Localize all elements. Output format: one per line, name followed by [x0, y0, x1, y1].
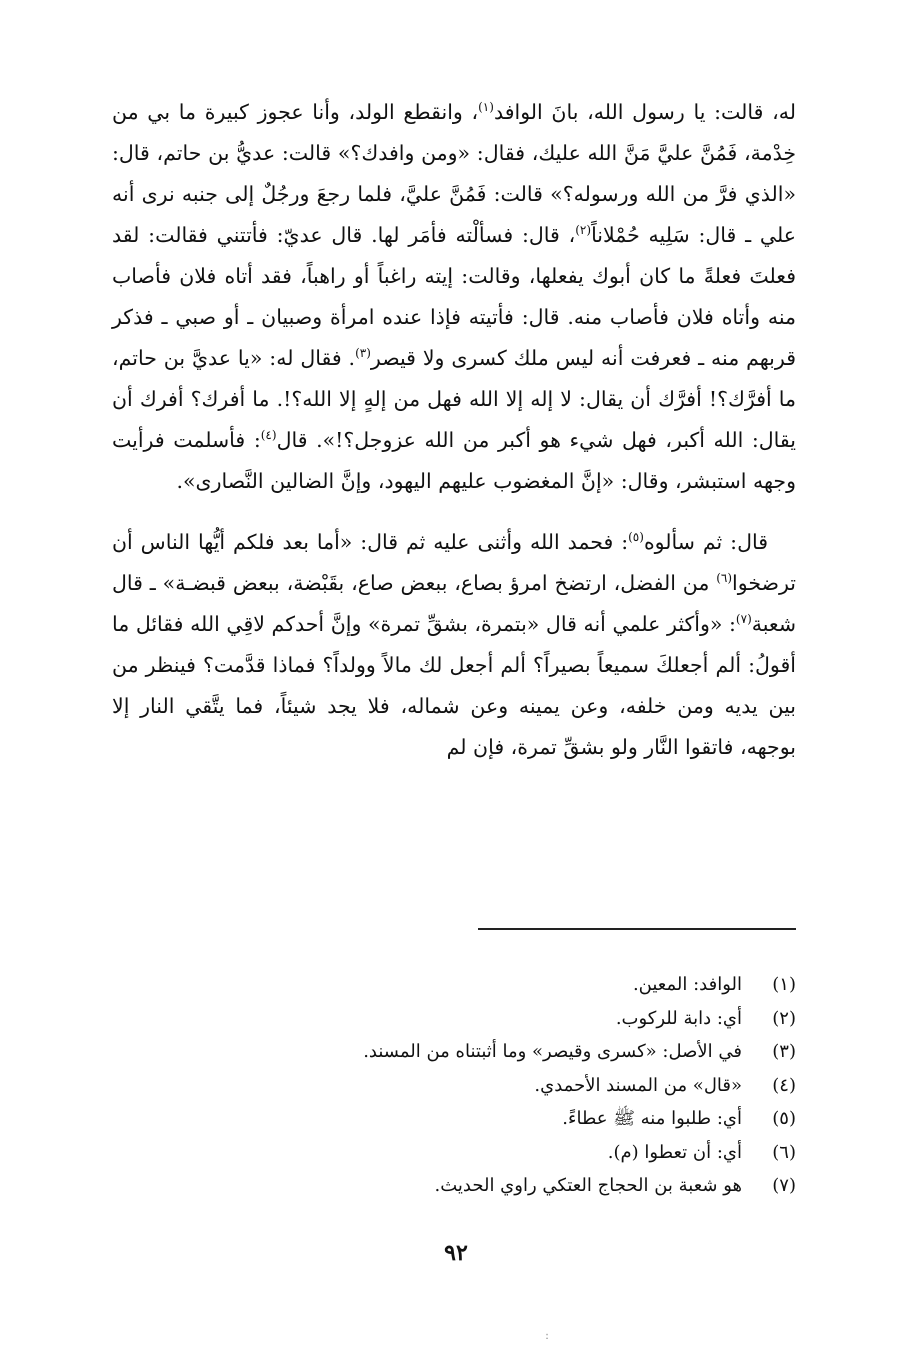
footnote-ref-5: (٥): [628, 530, 644, 545]
text-segment: : فأسلمت فرأيت وجهه استبشر، وقال: «إنَّ المغضوب عليهم اليهود، وإنَّ الضالين النَّصارى».: [112, 428, 796, 493]
footnote-text: «قال» من المسند الأحمدي.: [534, 1074, 742, 1096]
footnote-number: (٣): [772, 1041, 796, 1062]
footnote-ref-3: (٣): [355, 346, 371, 361]
footnote-divider: [478, 928, 796, 930]
text-segment: : «وأكثر علمي أنه قال «بتمرة، بشقِّ تمرة» وإنَّ أحدكم لاقِي الله فقائل ما أقولُ: ألم أجعلكَ سميعاً بصيراً؟ ألم أجعل لك مالاً وولداً؟ فماذا قدَّمت؟ فينظر من بين يديه ومن خلفه، وعن يمينه وعن شماله، فلا يجد شيئاً، فما يتَّقي النار إلا بوجهه، فاتقوا النَّار ولو بشقِّ تمرة، فإن لم: [112, 612, 796, 759]
main-text: [112, 92, 796, 768]
footnote-number: (٧): [772, 1175, 796, 1196]
footnote-item: [280, 1035, 796, 1069]
footnote-text: أي: دابة للركوب.: [615, 1007, 742, 1029]
page-number: ٩٢: [444, 1240, 468, 1266]
text-segment: . فقال له: «يا عديَّ بن حاتم، ما أفرَّك؟! أفرَّك أن يقال: لا إله إلا الله فهل من إلهٍ إلا الله؟!. ما أفرك؟ أفرك أن يقال: الله أكبر، فهل شيء هو أكبر من الله عزوجل؟!». قال: [112, 346, 796, 452]
scan-edge-mark: ː: [545, 1328, 550, 1342]
footnote-item: [280, 1102, 796, 1136]
text-segment: : فحمد الله وأثنى عليه ثم قال: «أما بعد فلكم أيُّها الناس أن ترضخوا: [112, 530, 796, 595]
paragraph-2: [112, 522, 796, 768]
text-segment: له، قالت: يا رسول الله، بانَ الوافد: [493, 100, 796, 124]
footnote-text: هو شعبة بن الحجاج العتكي راوي الحديث.: [434, 1175, 742, 1196]
text-segment: ، قال: فسألْته فأمَر لها. قال عديّ: فأتتني فقالت: لقد فعلتَ فعلةً ما كان أبوك يفعلها، وقالت: إيته راغباً أو راهباً، فقد أتاه فلان فأصاب منه وأتاه فلان فأصاب منه. قال: فأتيته فإذا عنده امرأة وصبيان ـ أو صبي ـ فذكر قربهم منه ـ فعرفت أنه ليس ملك كسرى ولا قيصر: [112, 223, 796, 370]
footnote-number: (٥): [772, 1108, 796, 1129]
footnote-item: [280, 1069, 796, 1103]
footnote-text: أي: أن تعطوا (م).: [607, 1141, 742, 1163]
footnote-ref-4: (٤): [260, 428, 277, 443]
footnote-item: [280, 1169, 796, 1203]
footnote-ref-2: (٢): [575, 223, 592, 238]
text-segment: من الفضل، ارتضخ امرؤ بصاع، ببعض صاع، بقَبْضة، ببعض قبضـة» ـ قال شعبة: [112, 571, 796, 636]
footnote-text: الوافد: المعين.: [632, 974, 742, 995]
footnote-number: (١): [772, 974, 796, 995]
footnotes-list: [280, 968, 796, 1203]
text-segment: قال: ثم سألوه: [643, 530, 769, 554]
footnote-item: [280, 968, 796, 1002]
footnote-text: في الأصل: «كسرى وقيصر» وما أثبتناه من المسند.: [363, 1041, 742, 1062]
paragraph-1: [112, 92, 796, 502]
footnote-number: (٦): [772, 1141, 796, 1163]
footnote-ref-6: (٦): [716, 571, 733, 586]
footnote-number: (٢): [772, 1007, 796, 1029]
footnote-ref-1: (١): [478, 100, 494, 115]
footnote-text: أي: طلبوا منه ﷺ عطاءً.: [562, 1108, 742, 1129]
footnote-number: (٤): [772, 1074, 796, 1096]
footnote-ref-7: (٧): [735, 612, 752, 627]
text-segment: ، وانقطع الولد، وأنا عجوز كبيرة ما بي من خِدْمة، فَمُنَّ عليَّ مَنَّ الله عليك، فقال: «ومن وافدك؟» قالت: عديُّ بن حاتم، قال: «الذي فرَّ من الله ورسوله؟» قالت: فَمُنَّ عليَّ، فلما رجعَ ورجُلٌ إلى جنبه نرى أنه علي ـ قال: سَلِيه حُمْلاناً: [112, 100, 796, 247]
footnote-item: [280, 1136, 796, 1170]
footnote-item: [280, 1002, 796, 1036]
